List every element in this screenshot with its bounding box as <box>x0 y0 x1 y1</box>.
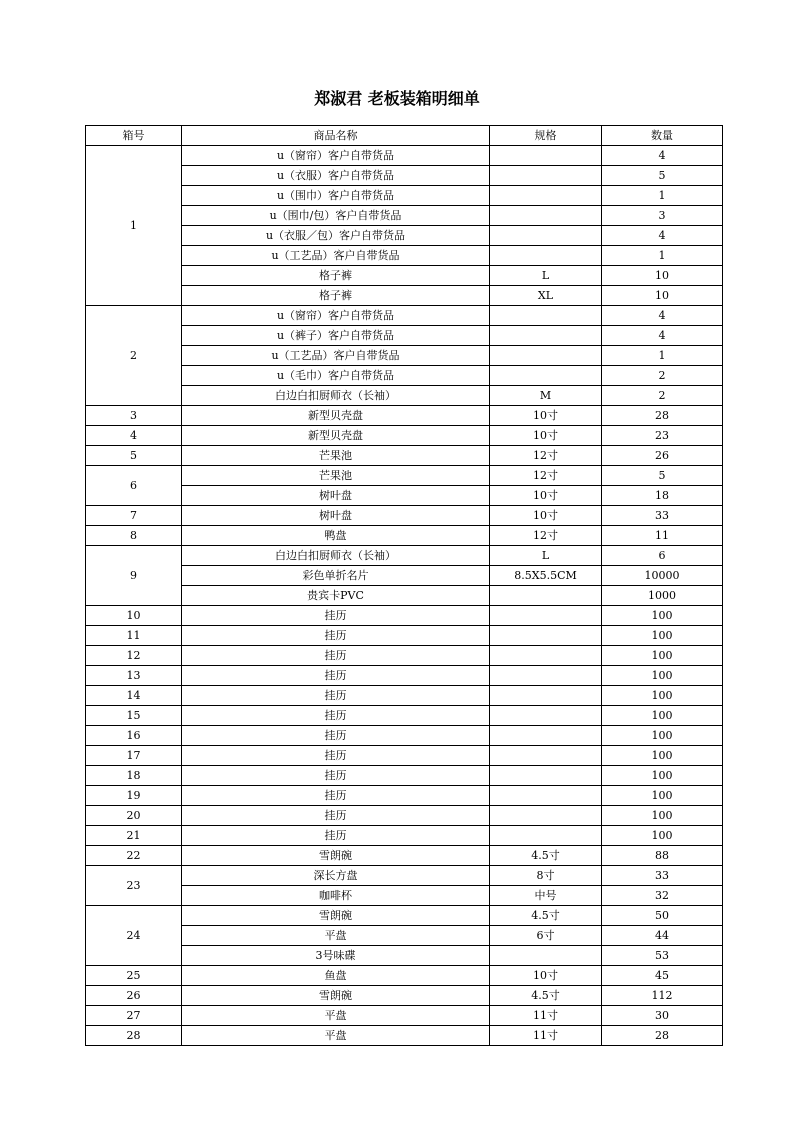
table-row <box>86 586 723 606</box>
specification-cell: 12寸 <box>490 526 602 546</box>
specification-cell <box>490 226 602 246</box>
specification-cell: 11寸 <box>490 1006 602 1026</box>
table-row <box>86 606 723 626</box>
box-number-cell: 21 <box>86 826 182 846</box>
specification-cell: 10寸 <box>490 486 602 506</box>
quantity-cell: 28 <box>602 1026 723 1046</box>
box-number-cell: 13 <box>86 666 182 686</box>
header-product-name: 商品名称 <box>182 126 490 146</box>
specification-cell: 10寸 <box>490 506 602 526</box>
box-number-cell: 15 <box>86 706 182 726</box>
specification-cell <box>490 186 602 206</box>
specification-cell <box>490 146 602 166</box>
quantity-cell: 2 <box>602 366 723 386</box>
product-name-cell: 挂历 <box>182 746 490 766</box>
box-number-cell: 18 <box>86 766 182 786</box>
table-row <box>86 286 723 306</box>
product-name-cell: 新型贝壳盘 <box>182 406 490 426</box>
table-row <box>86 846 723 866</box>
product-name-cell: 挂历 <box>182 726 490 746</box>
table-row <box>86 946 723 966</box>
product-name-cell: u（衣服／包）客户自带货品 <box>182 226 490 246</box>
table-row <box>86 866 723 886</box>
product-name-cell: u（工艺品）客户自带货品 <box>182 346 490 366</box>
quantity-cell: 100 <box>602 726 723 746</box>
quantity-cell: 53 <box>602 946 723 966</box>
product-name-cell: 平盘 <box>182 926 490 946</box>
specification-cell: 8.5X5.5CM <box>490 566 602 586</box>
specification-cell <box>490 786 602 806</box>
quantity-cell: 18 <box>602 486 723 506</box>
quantity-cell: 11 <box>602 526 723 546</box>
quantity-cell: 100 <box>602 746 723 766</box>
quantity-cell: 1 <box>602 186 723 206</box>
specification-cell <box>490 806 602 826</box>
box-number-cell: 1 <box>86 146 182 306</box>
quantity-cell: 100 <box>602 806 723 826</box>
specification-cell: L <box>490 266 602 286</box>
product-name-cell: 格子裤 <box>182 266 490 286</box>
box-number-cell: 10 <box>86 606 182 626</box>
box-number-cell: 14 <box>86 686 182 706</box>
table-row <box>86 146 723 166</box>
product-name-cell: 深长方盘 <box>182 866 490 886</box>
table-row <box>86 826 723 846</box>
product-name-cell: 挂历 <box>182 666 490 686</box>
product-name-cell: 雪朗碗 <box>182 846 490 866</box>
quantity-cell: 1 <box>602 246 723 266</box>
box-number-cell: 20 <box>86 806 182 826</box>
specification-cell <box>490 746 602 766</box>
product-name-cell: 3号味碟 <box>182 946 490 966</box>
quantity-cell: 4 <box>602 306 723 326</box>
product-name-cell: 树叶盘 <box>182 486 490 506</box>
product-name-cell: 挂历 <box>182 706 490 726</box>
box-number-cell: 17 <box>86 746 182 766</box>
product-name-cell: 鸭盘 <box>182 526 490 546</box>
table-row <box>86 1026 723 1046</box>
quantity-cell: 100 <box>602 686 723 706</box>
specification-cell: 4.5寸 <box>490 986 602 1006</box>
table-row <box>86 886 723 906</box>
quantity-cell: 33 <box>602 866 723 886</box>
product-name-cell: u（窗帘）客户自带货品 <box>182 146 490 166</box>
quantity-cell: 10 <box>602 266 723 286</box>
table-row <box>86 746 723 766</box>
box-number-cell: 11 <box>86 626 182 646</box>
specification-cell <box>490 346 602 366</box>
product-name-cell: 咖啡杯 <box>182 886 490 906</box>
product-name-cell: 雪朗碗 <box>182 986 490 1006</box>
box-number-cell: 9 <box>86 546 182 606</box>
quantity-cell: 88 <box>602 846 723 866</box>
table-row <box>86 426 723 446</box>
product-name-cell: 芒果池 <box>182 446 490 466</box>
product-name-cell: 挂历 <box>182 626 490 646</box>
specification-cell <box>490 246 602 266</box>
quantity-cell: 26 <box>602 446 723 466</box>
specification-cell: 中号 <box>490 886 602 906</box>
product-name-cell: 挂历 <box>182 646 490 666</box>
specification-cell <box>490 626 602 646</box>
specification-cell: 10寸 <box>490 406 602 426</box>
quantity-cell: 6 <box>602 546 723 566</box>
box-number-cell: 4 <box>86 426 182 446</box>
specification-cell: 12寸 <box>490 446 602 466</box>
product-name-cell: 平盘 <box>182 1026 490 1046</box>
header-box-number: 箱号 <box>86 126 182 146</box>
specification-cell <box>490 646 602 666</box>
quantity-cell: 2 <box>602 386 723 406</box>
box-number-cell: 22 <box>86 846 182 866</box>
product-name-cell: 平盘 <box>182 1006 490 1026</box>
table-row <box>86 506 723 526</box>
product-name-cell: u（裤子）客户自带货品 <box>182 326 490 346</box>
quantity-cell: 3 <box>602 206 723 226</box>
specification-cell: 8寸 <box>490 866 602 886</box>
table-row <box>86 926 723 946</box>
table-row <box>86 446 723 466</box>
specification-cell <box>490 166 602 186</box>
quantity-cell: 1000 <box>602 586 723 606</box>
quantity-cell: 23 <box>602 426 723 446</box>
quantity-cell: 50 <box>602 906 723 926</box>
specification-cell <box>490 326 602 346</box>
specification-cell <box>490 366 602 386</box>
quantity-cell: 100 <box>602 766 723 786</box>
box-number-cell: 26 <box>86 986 182 1006</box>
box-number-cell: 23 <box>86 866 182 906</box>
product-name-cell: 白边白扣厨师衣（长袖） <box>182 546 490 566</box>
product-name-cell: 芒果池 <box>182 466 490 486</box>
quantity-cell: 44 <box>602 926 723 946</box>
box-number-cell: 28 <box>86 1026 182 1046</box>
table-row <box>86 966 723 986</box>
box-number-cell: 19 <box>86 786 182 806</box>
table-row <box>86 766 723 786</box>
product-name-cell: 挂历 <box>182 766 490 786</box>
table-row <box>86 266 723 286</box>
specification-cell: 10寸 <box>490 966 602 986</box>
specification-cell <box>490 946 602 966</box>
specification-cell: L <box>490 546 602 566</box>
table-row <box>86 906 723 926</box>
quantity-cell: 28 <box>602 406 723 426</box>
quantity-cell: 100 <box>602 826 723 846</box>
specification-cell <box>490 206 602 226</box>
quantity-cell: 100 <box>602 666 723 686</box>
product-name-cell: 白边白扣厨师衣（长袖） <box>182 386 490 406</box>
specification-cell: XL <box>490 286 602 306</box>
product-name-cell: 雪朗碗 <box>182 906 490 926</box>
quantity-cell: 33 <box>602 506 723 526</box>
quantity-cell: 1 <box>602 346 723 366</box>
box-number-cell: 8 <box>86 526 182 546</box>
table-row <box>86 546 723 566</box>
specification-cell <box>490 666 602 686</box>
header-quantity: 数量 <box>602 126 723 146</box>
quantity-cell: 5 <box>602 466 723 486</box>
product-name-cell: 挂历 <box>182 686 490 706</box>
product-name-cell: 新型贝壳盘 <box>182 426 490 446</box>
table-row <box>86 626 723 646</box>
quantity-cell: 4 <box>602 326 723 346</box>
table-row <box>86 306 723 326</box>
table-row <box>86 986 723 1006</box>
table-row <box>86 726 723 746</box>
table-row <box>86 246 723 266</box>
product-name-cell: u（衣服）客户自带货品 <box>182 166 490 186</box>
table-header <box>86 126 723 146</box>
header-row <box>86 126 723 146</box>
quantity-cell: 100 <box>602 646 723 666</box>
specification-cell <box>490 766 602 786</box>
box-number-cell: 27 <box>86 1006 182 1026</box>
quantity-cell: 45 <box>602 966 723 986</box>
product-name-cell: 挂历 <box>182 606 490 626</box>
quantity-cell: 5 <box>602 166 723 186</box>
quantity-cell: 32 <box>602 886 723 906</box>
table-row <box>86 646 723 666</box>
specification-cell <box>490 686 602 706</box>
box-number-cell: 7 <box>86 506 182 526</box>
table-row <box>86 366 723 386</box>
packing-list-table <box>85 125 723 1046</box>
product-name-cell: 挂历 <box>182 826 490 846</box>
header-specification: 规格 <box>490 126 602 146</box>
table-row <box>86 566 723 586</box>
quantity-cell: 10 <box>602 286 723 306</box>
box-number-cell: 6 <box>86 466 182 506</box>
page-title: 郑淑君 老板装箱明细单 <box>314 89 480 108</box>
table-row <box>86 1006 723 1026</box>
specification-cell <box>490 706 602 726</box>
box-number-cell: 24 <box>86 906 182 966</box>
table-row <box>86 206 723 226</box>
specification-cell: M <box>490 386 602 406</box>
specification-cell: 11寸 <box>490 1026 602 1046</box>
table-row <box>86 466 723 486</box>
box-number-cell: 3 <box>86 406 182 426</box>
quantity-cell: 4 <box>602 226 723 246</box>
box-number-cell: 2 <box>86 306 182 406</box>
quantity-cell: 4 <box>602 146 723 166</box>
quantity-cell: 112 <box>602 986 723 1006</box>
table-row <box>86 806 723 826</box>
product-name-cell: 彩色单折名片 <box>182 566 490 586</box>
table-row <box>86 526 723 546</box>
product-name-cell: 挂历 <box>182 786 490 806</box>
specification-cell <box>490 606 602 626</box>
specification-cell: 4.5寸 <box>490 906 602 926</box>
table-row <box>86 706 723 726</box>
table-row <box>86 686 723 706</box>
product-name-cell: u（围巾/包）客户自带货品 <box>182 206 490 226</box>
specification-cell: 10寸 <box>490 426 602 446</box>
quantity-cell: 10000 <box>602 566 723 586</box>
specification-cell <box>490 306 602 326</box>
box-number-cell: 5 <box>86 446 182 466</box>
table-row <box>86 486 723 506</box>
specification-cell <box>490 726 602 746</box>
quantity-cell: 100 <box>602 706 723 726</box>
box-number-cell: 16 <box>86 726 182 746</box>
table-row <box>86 406 723 426</box>
table-row <box>86 226 723 246</box>
product-name-cell: u（工艺品）客户自带货品 <box>182 246 490 266</box>
box-number-cell: 12 <box>86 646 182 666</box>
table-row <box>86 326 723 346</box>
product-name-cell: u（围巾）客户自带货品 <box>182 186 490 206</box>
product-name-cell: 挂历 <box>182 806 490 826</box>
quantity-cell: 100 <box>602 626 723 646</box>
box-number-cell: 25 <box>86 966 182 986</box>
product-name-cell: u（毛巾）客户自带货品 <box>182 366 490 386</box>
product-name-cell: 贵宾卡PVC <box>182 586 490 606</box>
specification-cell <box>490 586 602 606</box>
specification-cell <box>490 826 602 846</box>
product-name-cell: 格子裤 <box>182 286 490 306</box>
quantity-cell: 100 <box>602 786 723 806</box>
quantity-cell: 30 <box>602 1006 723 1026</box>
table-row <box>86 166 723 186</box>
table-row <box>86 186 723 206</box>
quantity-cell: 100 <box>602 606 723 626</box>
specification-cell: 4.5寸 <box>490 846 602 866</box>
table-body <box>86 146 723 1046</box>
table-row <box>86 346 723 366</box>
product-name-cell: u（窗帘）客户自带货品 <box>182 306 490 326</box>
table-row <box>86 666 723 686</box>
specification-cell: 12寸 <box>490 466 602 486</box>
table-row <box>86 386 723 406</box>
table-row <box>86 786 723 806</box>
product-name-cell: 鱼盘 <box>182 966 490 986</box>
product-name-cell: 树叶盘 <box>182 506 490 526</box>
specification-cell: 6寸 <box>490 926 602 946</box>
